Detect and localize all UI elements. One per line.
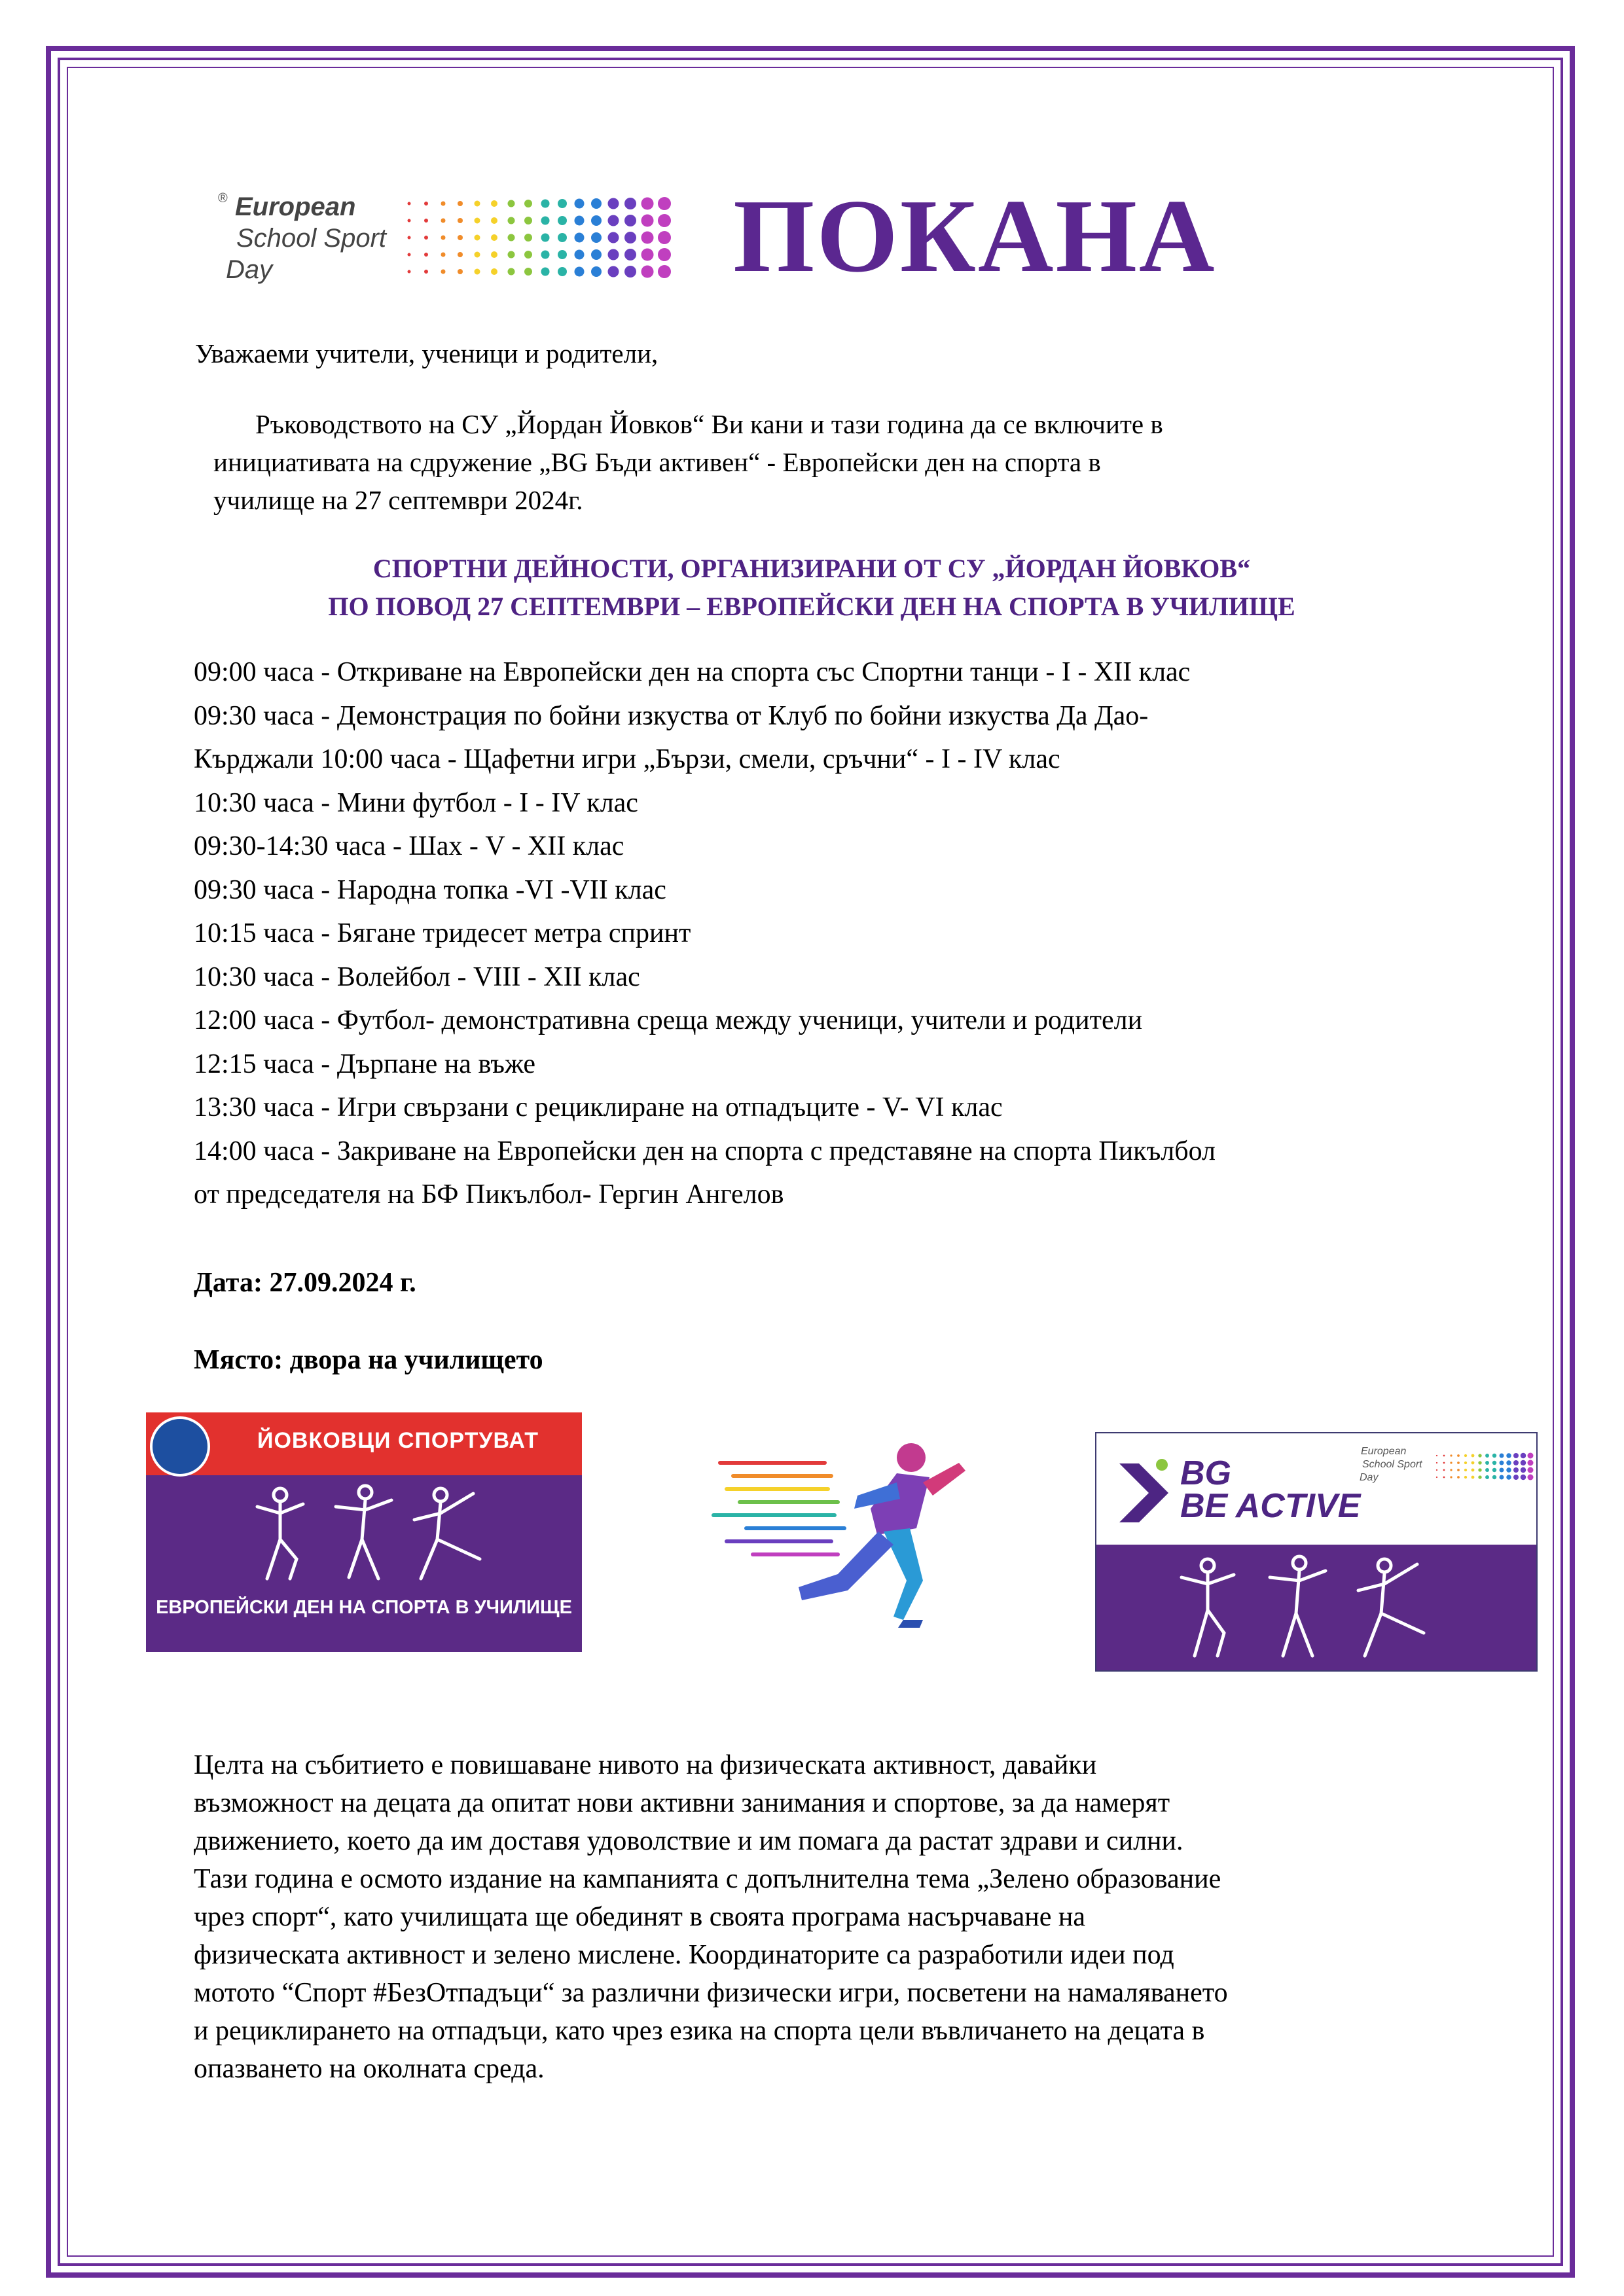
logo-dot	[1478, 1475, 1481, 1479]
event-date: Дата: 27.09.2024 г.	[194, 1268, 416, 1298]
logo-dot	[1436, 1477, 1437, 1478]
logo-dot	[608, 232, 619, 243]
logo-dot	[608, 198, 619, 209]
logo-dot	[408, 202, 411, 206]
logo-dot	[1521, 1453, 1526, 1458]
logo-dot	[575, 267, 585, 277]
logo-dot	[1506, 1467, 1511, 1472]
logo-dot	[575, 250, 585, 260]
logo-dot	[1485, 1454, 1489, 1458]
logo-dot	[624, 232, 636, 243]
closing-line: Тази година е осмото издание на кампанията с допълнителна тема „Зелено образование	[194, 1864, 1221, 1894]
logo-dot	[1513, 1467, 1519, 1473]
schedule-item: 13:30 часа - Игри свързани с рециклиране на отпадъците - V- VI клас	[194, 1092, 1003, 1122]
schedule-item: 12:00 часа - Футбол- демонстративна среща между ученици, учители и родители	[194, 1005, 1143, 1035]
logo-dot	[591, 249, 602, 260]
logo-dot	[458, 252, 463, 257]
mini-logo-line-1: European	[1361, 1446, 1407, 1457]
logo-dot	[1521, 1460, 1526, 1465]
logo-dot	[558, 267, 567, 276]
logo-dot	[1436, 1462, 1437, 1463]
logo-dot	[591, 266, 602, 277]
logo-dot	[1471, 1469, 1475, 1472]
logo-dot	[641, 232, 654, 244]
closing-line: физическата активност и зелено мислене. Координаторите са разработили идеи под	[194, 1940, 1174, 1970]
logo-dot	[641, 198, 654, 210]
club-emblem-icon	[150, 1416, 210, 1477]
logo-dot	[1485, 1461, 1489, 1465]
logo-dot	[541, 268, 550, 276]
logo-dot	[508, 217, 515, 224]
logo-dot	[458, 201, 463, 206]
logo-dot	[1492, 1454, 1496, 1458]
logo-dot	[424, 202, 428, 206]
logo-dot	[458, 269, 463, 274]
logo-dot	[491, 234, 497, 241]
logo-dot	[1478, 1461, 1481, 1464]
intro-line-3: училище на 27 септември 2024г.	[213, 485, 583, 515]
mini-logo-line-3: Day	[1360, 1472, 1379, 1483]
logo-dot	[491, 268, 497, 275]
logo-dot	[1492, 1468, 1496, 1472]
logo-dot	[1450, 1462, 1452, 1463]
closing-line: мотото “Спорт #БезОтпадъци“ за различни физически игри, посветени на намаляването	[194, 1978, 1228, 2008]
logo-dot	[658, 265, 671, 278]
logo-dot	[1528, 1460, 1534, 1466]
intro-line-1: Ръководството на СУ „Йордан Йовков“ Ви кани и тази година да се включите в	[255, 409, 1163, 439]
logo-dot	[1500, 1454, 1504, 1458]
logo-dot	[524, 217, 532, 224]
logo-dot	[624, 215, 636, 226]
logo-dot	[1478, 1454, 1481, 1457]
logo-dot	[408, 219, 411, 223]
logo-dot	[458, 235, 463, 240]
logo-dot	[558, 216, 567, 225]
logo-dot	[508, 234, 515, 242]
logo-dot	[1513, 1460, 1519, 1465]
logo-dot	[475, 269, 480, 275]
logo-dot	[1464, 1454, 1467, 1457]
logo-line-2: School Sport	[236, 224, 387, 253]
logo-dot	[424, 253, 428, 257]
logo-dot	[475, 235, 480, 241]
logo-dot	[624, 198, 636, 209]
logo-dot	[1450, 1454, 1452, 1456]
logo-dot	[608, 266, 619, 278]
logo-dot	[1500, 1461, 1504, 1465]
banner-red-bar	[146, 1412, 582, 1475]
logo-dot	[491, 217, 497, 224]
logo-dot	[1457, 1469, 1460, 1471]
logo-dot	[408, 236, 411, 240]
logo-dot	[1506, 1460, 1511, 1465]
activities-heading-line-1: СПОРТНИ ДЕЙНОСТИ, ОРГАНИЗИРАНИ ОТ СУ „ЙОРДАН ЙОВКОВ“	[372, 554, 1251, 583]
schedule-item: 10:30 часа - Мини футбол - I - IV клас	[194, 787, 638, 818]
banner-purple-panel	[1096, 1545, 1538, 1672]
logo-dot	[524, 234, 532, 242]
logo-dot	[1506, 1475, 1511, 1479]
mini-ess-logo	[1358, 1443, 1535, 1488]
logo-dot	[541, 234, 550, 242]
logo-dot	[441, 253, 446, 257]
logo-line-3: Day	[226, 255, 273, 284]
logo-dot	[1436, 1455, 1437, 1456]
logo-dot	[1471, 1476, 1475, 1479]
logo-dot	[1500, 1468, 1504, 1473]
logo-dot	[508, 251, 515, 259]
logo-dot	[1492, 1461, 1496, 1465]
event-place: Място: двора на училището	[194, 1345, 543, 1375]
yovkovtsi-sport-banner	[146, 1412, 582, 1652]
logo-dot	[508, 200, 515, 207]
closing-line: Целта на събитието е повишаване нивото на физическата активност, давайки	[194, 1750, 1097, 1780]
logo-dot	[441, 236, 446, 240]
logo-dot	[441, 202, 446, 206]
logo-dot	[558, 250, 567, 259]
logo-dot	[1450, 1469, 1452, 1471]
logo-dot	[475, 218, 480, 224]
schedule-item: 09:00 часа - Откриване на Европейски ден на спорта със Спортни танци - I - XII клас	[194, 657, 1191, 687]
page-title: ПОКАНА	[733, 177, 1217, 294]
schedule-list	[194, 651, 1216, 1217]
logo-dot	[1464, 1462, 1467, 1464]
logo-dot	[408, 253, 411, 257]
logo-dot	[641, 249, 654, 261]
bg-be-active-banner	[1095, 1432, 1538, 1672]
logo-dot	[491, 200, 497, 207]
banner-top-text: ЙОВКОВЦИ СПОРТУВАТ	[257, 1428, 539, 1453]
closing-line: и рециклирането на отпадъци, като чрез езика на спорта цели въвличането на децата в	[194, 2016, 1205, 2046]
logo-dot	[541, 217, 550, 225]
logo-dot	[558, 233, 567, 242]
logo-dot	[1513, 1453, 1519, 1458]
logo-dot	[524, 251, 532, 259]
be-active-wordmark	[1180, 1454, 1361, 1525]
logo-dot	[1528, 1467, 1534, 1473]
logo-dot	[408, 270, 411, 274]
logo-dot	[624, 249, 636, 260]
logo-dot	[641, 266, 654, 278]
logo-dot	[475, 201, 480, 207]
wordmark-line-1: BG	[1180, 1454, 1231, 1492]
closing-paragraph	[194, 1746, 1477, 2088]
schedule-item: 09:30-14:30 часа - Шах - V - XII клас	[194, 831, 624, 861]
greeting: Уважаеми учители, ученици и родители,	[195, 338, 659, 368]
logo-dot	[1450, 1476, 1452, 1478]
logo-dot	[1457, 1462, 1460, 1464]
schedule-item: 09:30 часа - Демонстрация по бойни изкуства от Клуб по бойни изкуства Да Дао-	[194, 700, 1149, 731]
logo-dot	[575, 233, 585, 243]
logo-dot	[1521, 1475, 1526, 1480]
logo-dot	[1528, 1475, 1534, 1480]
logo-dot	[591, 215, 602, 226]
bg-be-active-chevron-icon	[1116, 1457, 1175, 1529]
logo-dot	[424, 270, 428, 274]
logo-dot	[441, 219, 446, 223]
logo-dot	[608, 249, 619, 260]
sprinter-icon	[707, 1424, 982, 1653]
logo-dot	[1500, 1475, 1504, 1480]
dancing-figures-icon	[1162, 1551, 1476, 1669]
logo-registered-mark: ®	[218, 191, 228, 206]
logo-line-1: European	[235, 192, 356, 221]
logo-dot	[1492, 1475, 1496, 1479]
logo-dot	[1471, 1462, 1475, 1465]
mini-logo-line-2: School Sport	[1362, 1459, 1422, 1470]
logo-dot	[1443, 1455, 1445, 1457]
logo-dot	[475, 252, 480, 258]
wordmark-line-2: BE ACTIVE	[1180, 1487, 1361, 1525]
schedule-item: 10:15 часа - Бягане тридесет метра спринт	[194, 918, 691, 948]
logo-dot	[524, 200, 532, 207]
logo-dot	[1513, 1475, 1519, 1480]
closing-line: движението, което да им доставя удоволствие и им помага да растат здрави и силни.	[194, 1826, 1183, 1856]
european-school-sport-day-logo	[213, 187, 684, 291]
closing-line: опазването на околната среда.	[194, 2054, 545, 2084]
logo-dot	[1464, 1476, 1467, 1479]
logo-dot	[424, 236, 428, 240]
logo-dot	[658, 231, 671, 244]
logo-dot	[1485, 1468, 1489, 1472]
logo-dot	[1478, 1468, 1481, 1471]
logo-dot	[641, 215, 654, 227]
logo-dot	[591, 198, 602, 209]
intro-line-2: инициативата на сдружение „BG Бъди активен“ - Европейски ден на спорта в	[213, 447, 1101, 477]
logo-dot	[1436, 1469, 1437, 1471]
logo-dot	[1485, 1475, 1489, 1479]
logo-dot	[1471, 1454, 1475, 1458]
logo-dot	[1506, 1453, 1511, 1458]
schedule-item: 09:30 часа - Народна топка -VI -VII клас	[194, 874, 666, 905]
logo-dot	[524, 268, 532, 276]
logo-dot	[1464, 1469, 1467, 1471]
logo-dot	[441, 270, 446, 274]
logo-dot	[575, 216, 585, 226]
activities-heading-line-2: ПО ПОВОД 27 СЕПТЕМВРИ – ЕВРОПЕЙСКИ ДЕН НА СПОРТА В УЧИЛИЩЕ	[328, 592, 1295, 621]
logo-dot	[624, 266, 636, 278]
logo-dot	[1528, 1453, 1534, 1459]
logo-dot	[658, 197, 671, 210]
logo-dot	[508, 268, 515, 276]
logo-dot	[1457, 1454, 1460, 1457]
logo-dot	[458, 218, 463, 223]
dancing-figures-icon	[244, 1480, 493, 1592]
logo-dot	[541, 200, 550, 208]
logo-dot	[541, 251, 550, 259]
logo-dot	[558, 199, 567, 208]
logo-dot	[591, 232, 602, 243]
logo-dot	[658, 214, 671, 227]
closing-line: чрез спорт“, като училищата ще обединят в своята програма насърчаване на	[194, 1902, 1086, 1932]
logo-dot	[1457, 1476, 1460, 1479]
schedule-item: Кърджали 10:00 часа - Щафетни игри „Бързи, смели, сръчни“ - I - IV клас	[194, 744, 1060, 774]
schedule-item: 10:30 часа - Волейбол - VIII - XII клас	[194, 961, 640, 992]
logo-dot	[575, 199, 585, 209]
logo-dot	[424, 219, 428, 223]
logo-dot	[1443, 1477, 1445, 1479]
logo-dot	[1443, 1462, 1445, 1464]
logo-dot	[491, 251, 497, 258]
logo-dot	[608, 215, 619, 226]
schedule-item: от председателя на БФ Пикълбол- Гергин Ангелов	[194, 1179, 784, 1210]
logo-dot	[1521, 1467, 1526, 1473]
banner-caption: ЕВРОПЕЙСКИ ДЕН НА СПОРТА В УЧИЛИЩЕ	[156, 1597, 572, 1618]
schedule-item: 14:00 часа - Закриване на Европейски ден на спорта с представяне на спорта Пикълбол	[194, 1136, 1216, 1166]
closing-line: възможност на децата да опитат нови активни занимания и спортове, за да намерят	[194, 1788, 1170, 1818]
schedule-item: 12:15 часа - Дърпане на въже	[194, 1049, 536, 1079]
logo-dot	[1443, 1469, 1445, 1471]
logo-dot	[658, 248, 671, 261]
